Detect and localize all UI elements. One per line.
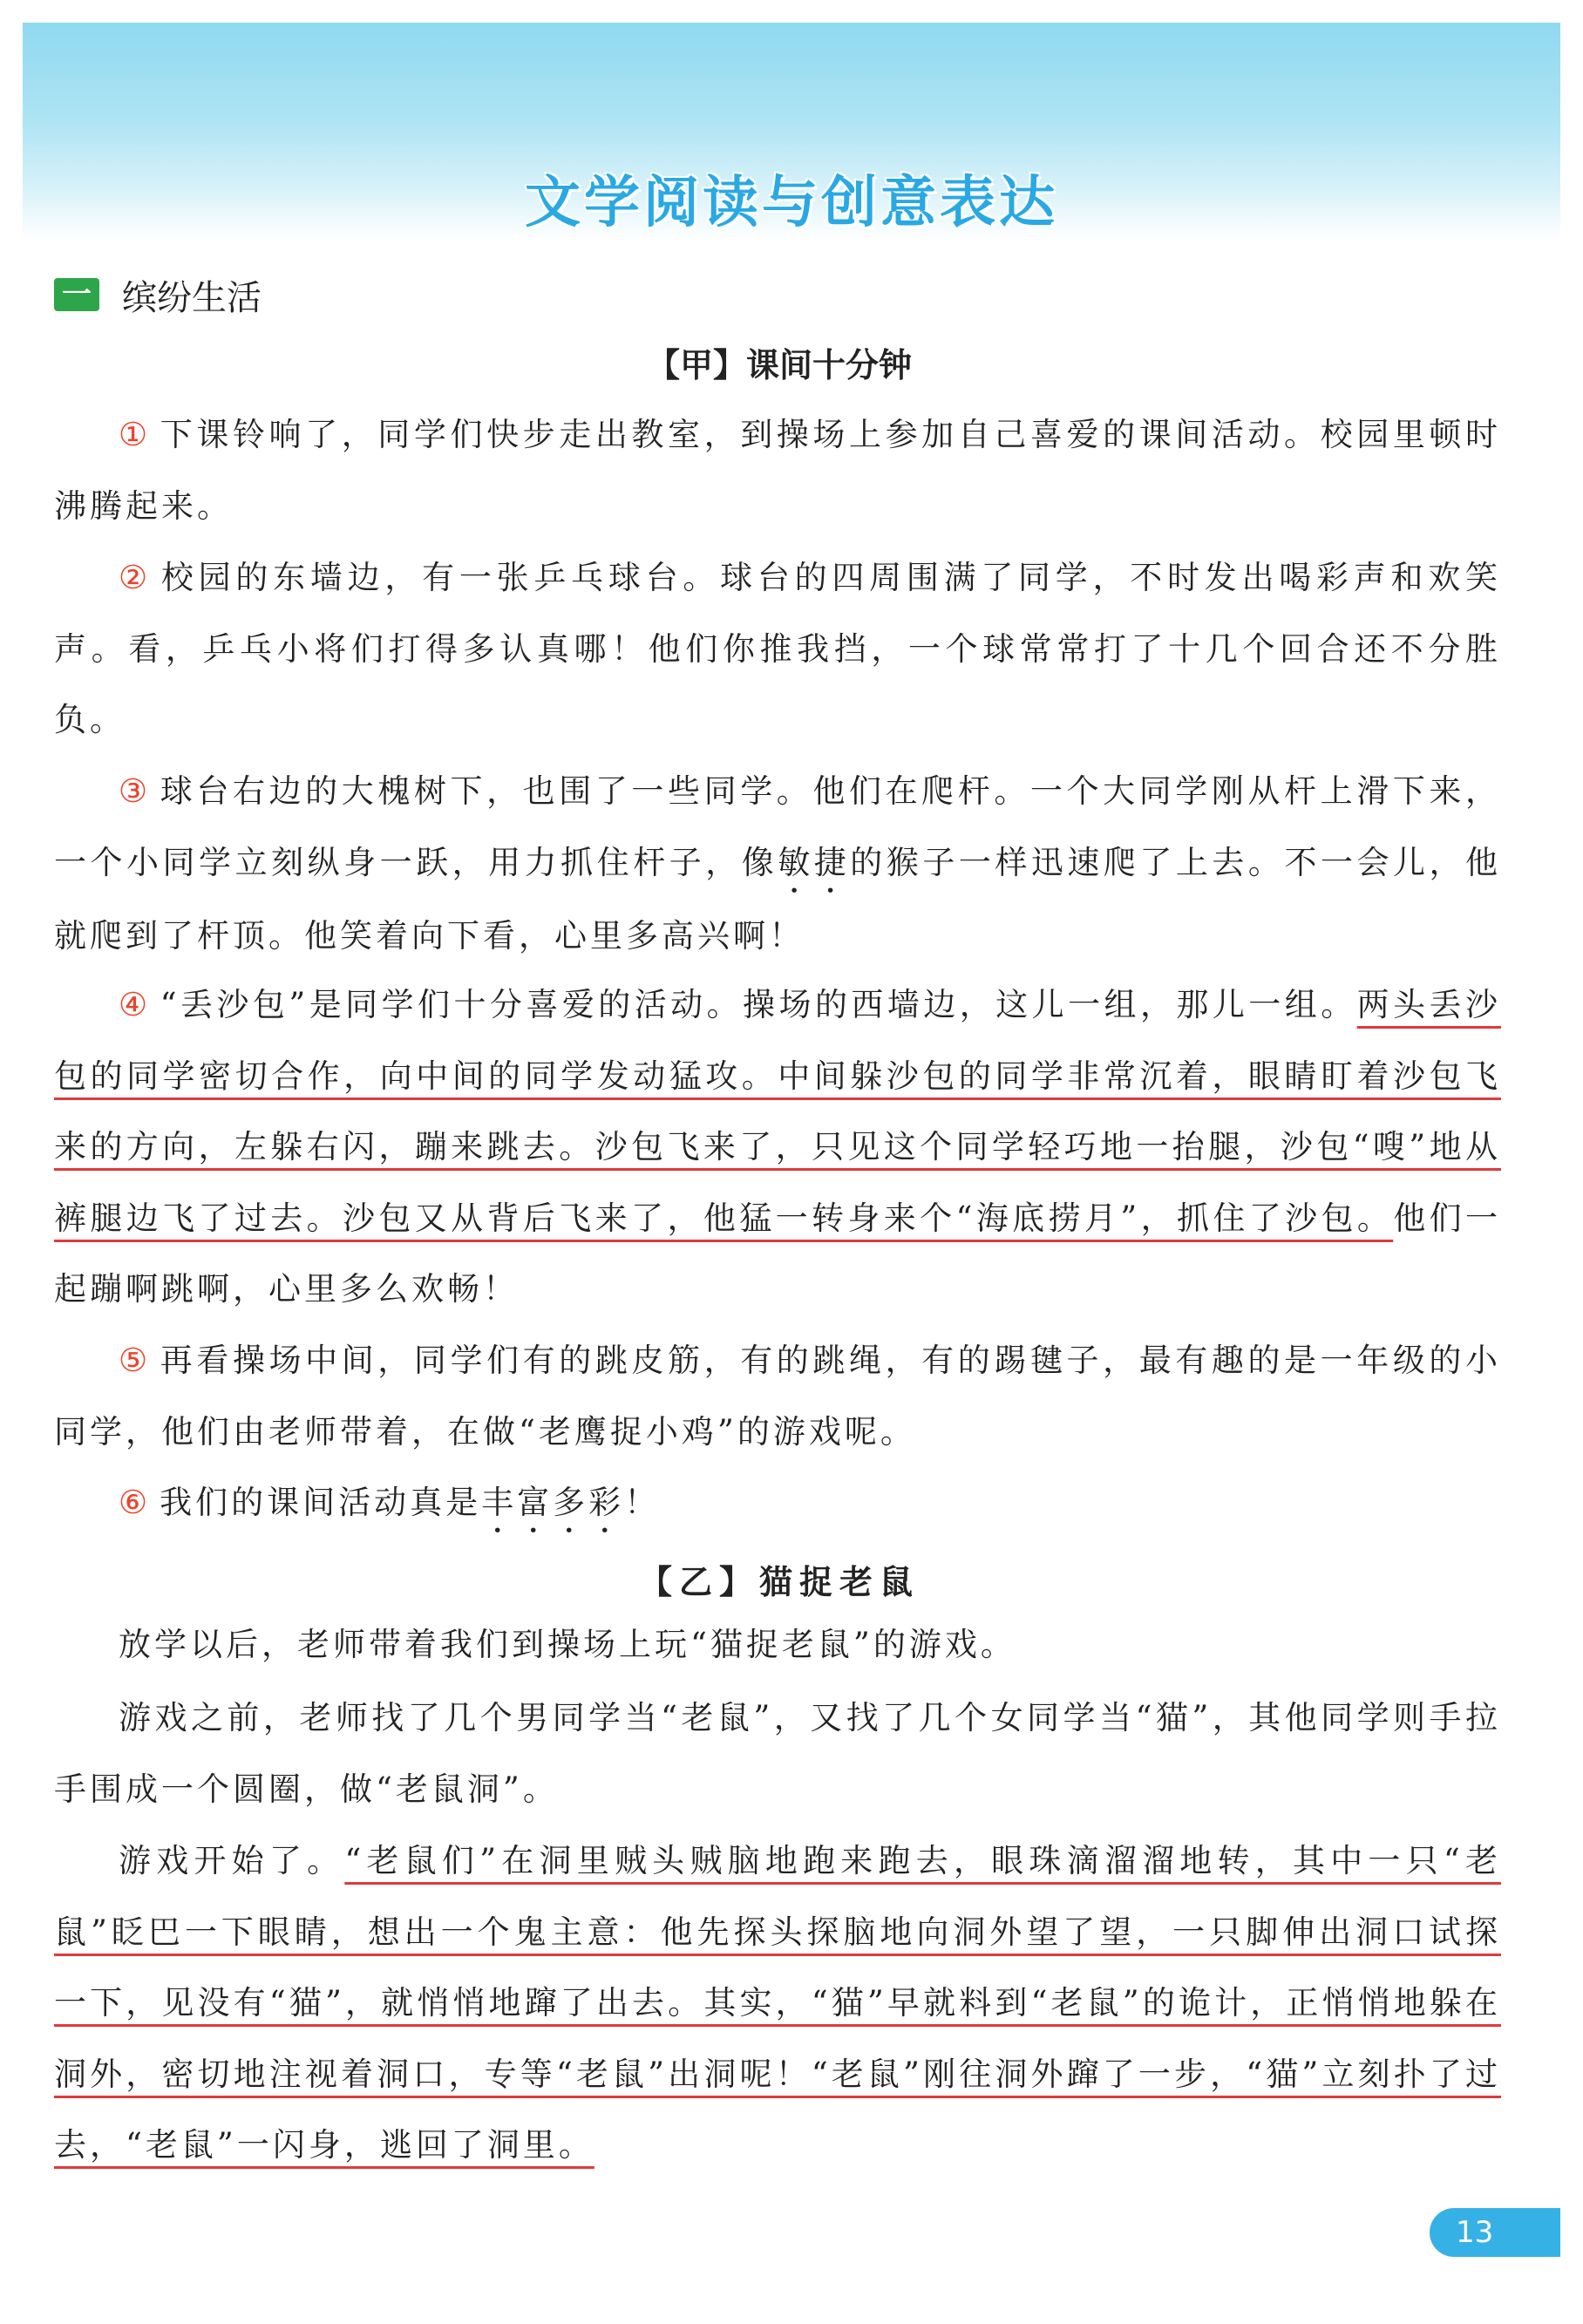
- passage-b-paragraph-2: 游戏之前，老师找了几个男同学当“老鼠”，又找了几个女同学当“猫”，其他同学则手拉手围成一个圆圈，做“老鼠洞”。: [54, 1699, 1501, 1808]
- paragraph-number: ②: [119, 559, 153, 596]
- section-heading: [54, 268, 262, 321]
- page-title: 文学阅读与创意表达: [525, 171, 1058, 235]
- passage-a-paragraph-6: [54, 1467, 1501, 1540]
- paragraph-number: ③: [119, 772, 152, 810]
- paragraph-text: 我们的课间活动真是: [160, 1484, 482, 1521]
- header-banner: [23, 23, 1560, 241]
- section-number-badge: 一: [54, 278, 99, 311]
- underlined-passage: 两头丢沙包的同学密切合作，向中间的同学发动猛攻。中间躲沙包的同学非常沉着，眼睛盯着沙包飞来的方向，左躲右闪，蹦来跳去。沙包飞来了，只见这个同学轻巧地一抬腿，沙包“嗖”地从裤腿边飞了过去。沙包又从背后飞来了，他猛一转身来个“海底捞月”，抓住了沙包。: [54, 986, 1501, 1237]
- paragraph-text: 校园的东墙边，有一张乒乓球台。球台的四周围满了同学，不时发出喝彩声和欢笑声。看，乒乓小将们打得多认真哪！他们你推我挡，一个球常常打了十几个回合还不分胜负。: [54, 559, 1502, 738]
- passage-b-paragraph-1: 放学以后，老师带着我们到操场上玩“猫捉老鼠”的游戏。: [119, 1626, 1016, 1663]
- paragraph-text: 的猴子一样迅速爬了上去。不一会儿，他就爬到了杆顶。他笑着向下看，心里多高兴啊！: [54, 843, 1502, 955]
- passage-b-paragraph-3: [54, 1825, 1501, 2181]
- paragraph-number: ①: [119, 416, 152, 453]
- passage-a-title: 【甲】课间十分钟: [646, 346, 912, 384]
- passage-a-paragraph-3: [54, 756, 1501, 971]
- page-number: 13: [1456, 2215, 1494, 2250]
- passage-a-paragraph-1: [54, 399, 1501, 541]
- passage-a-paragraph-4: [54, 969, 1501, 1325]
- paragraph-text: “丢沙包”是同学们十分喜爱的活动。操场的西墙边，这儿一组，那儿一组。: [160, 986, 1357, 1023]
- emphasized-word: 丰富多彩: [481, 1484, 625, 1521]
- paragraph-text: 游戏开始了。: [119, 1842, 345, 1879]
- paragraph-text: 他们一起蹦啊跳啊，心里多么欢畅！: [54, 1199, 1501, 1308]
- section-title: 缤纷生活: [122, 277, 262, 318]
- underlined-passage: “老鼠们”在洞里贼头贼脑地跑来跑去，眼珠滴溜溜地转，其中一只“老鼠”眨巴一下眼睛，想出一个鬼主意：他先探头探脑地向洞外望了望，一只脚伸出洞口试探一下，见没有“猫”，就悄悄地蹿了出去。其实，“猫”早就料到“老鼠”的诡计，正悄悄地躲在洞外，密切地注视着洞口，专等“老鼠”出洞呢！“老鼠”刚往洞外蹿了一步，“猫”立刻扑了过去，“老鼠”一闪身，逃回了洞里。: [54, 1842, 1502, 2164]
- paragraph-text: 再看操场中间，同学们有的跳皮筋，有的跳绳，有的踢毽子，最有趣的是一年级的小同学，他们由老师带着，在做“老鹰捉小鸡”的游戏呢。: [54, 1342, 1502, 1451]
- paragraph-text: 下课铃响了，同学们快步走出教室，到操场上参加自己喜爱的课间活动。校园里顿时沸腾起来。: [54, 416, 1502, 525]
- paragraph-number: ⑥: [119, 1484, 152, 1521]
- paragraph-text: ！: [624, 1484, 661, 1521]
- paragraph-number: ⑤: [119, 1342, 152, 1379]
- passage-a-paragraph-5: [54, 1325, 1501, 1467]
- paragraph-number: ④: [119, 986, 152, 1023]
- emphasized-word: 敏捷: [778, 843, 851, 881]
- passage-b-title: 【乙】猫捉老鼠: [638, 1563, 920, 1601]
- paragraph-text: 球台右边的大槐树下，也围了一些同学。他们在爬杆。一个大同学刚从杆上滑下来，一个小同学立刻纵身一跃，用力抓住杆子，像: [54, 772, 1502, 881]
- page-number-badge: [1430, 2208, 1560, 2257]
- passage-a-paragraph-2: [54, 542, 1501, 756]
